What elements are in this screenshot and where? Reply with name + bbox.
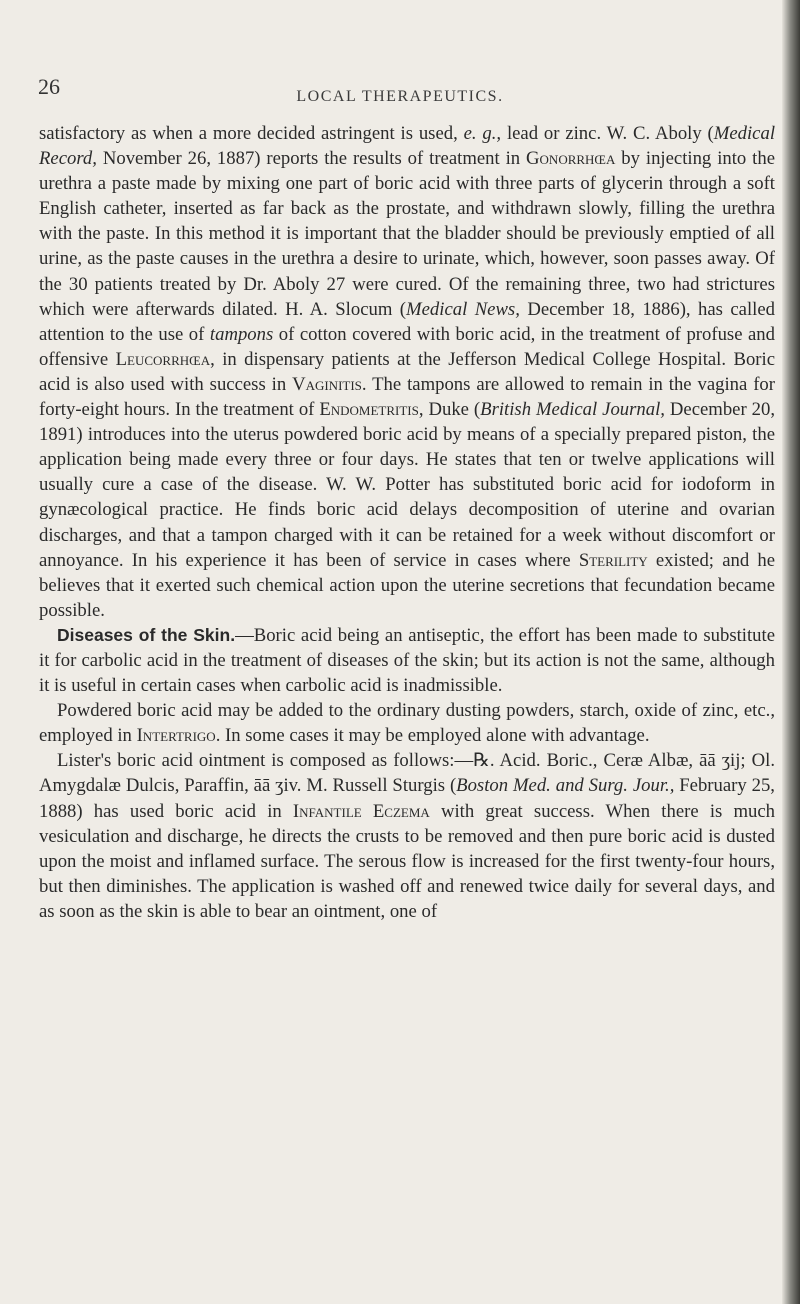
citation-bmj: British Medical Journal, bbox=[480, 399, 665, 421]
body-text bbox=[39, 121, 775, 924]
page-edge-shadow bbox=[782, 0, 800, 1304]
term-tampons: tampons bbox=[209, 323, 274, 345]
paragraph-lister-ointment: Lister's boric acid ointment is composed as follows:—℞. Acid. Boric., Ceræ Albæ, āā ʒij; Ol. Amygdalæ Dulcis, Paraffin, āā ʒiv. M. Russell Sturgis (Boston Med. and Surg. Jour., February 25, 1888) has used boric acid in Infantile Eczema with great success. When there is much vesiculation and discharge, he directs the crusts to be removed and then pure boric acid is dusted upon the moist and inflamed surface. The serous flow is increased for the first twenty-four hours, but then diminishes. The application is washed off and renewed twice daily for several days, and as soon as the skin is able to bear an ointment, one of bbox=[39, 750, 775, 922]
term-leucorrhoea: Leucorrhœa bbox=[115, 348, 211, 370]
running-head: LOCAL THERAPEUTICS. bbox=[296, 88, 504, 105]
citation-medical-news: Medical News, bbox=[406, 298, 520, 320]
term-infantile-eczema: Infantile Eczema bbox=[292, 800, 430, 822]
term-endometritis: Endometritis bbox=[319, 399, 419, 421]
term-sterility: Sterility bbox=[578, 549, 648, 571]
page-number: 26 bbox=[38, 74, 60, 99]
term-intertrigo: Intertrigo bbox=[136, 725, 216, 747]
citation-boston-journal: Boston Med. and Surg. Jour., bbox=[456, 775, 675, 797]
section-heading-skin: Diseases of the Skin. bbox=[57, 624, 236, 645]
paragraph-gonorrhoea: satisfactory as when a more decided astringent is used, e. g., lead or zinc. W. C. Aboly (Medical Record, November 26, 1887) reports the results of treatment in Gonorrhœa by injecting into the urethra a paste made by mixing one part of boric acid with three parts of glycerin through a soft English catheter, inserted as far back as the prostate, and withdrawn slowly, filling the urethra with the paste. In this method it is important that the bladder should be previously emptied of all urine, as the paste causes in the urethra a desire to urinate, which, however, soon passes away. Of the 30 patients treated by Dr. Aboly 27 were cured. Of the remaining three, two had strictures which were afterwards dilated. H. A. Slocum (Medical News, December 18, 1886), has called attention to the use of tampons of cotton covered with boric acid, in the treatment of profuse and offensive Leucorrhœa, in dispensary patients at the Jefferson Medical College Hospital. Boric acid is also used with success in Vaginitis. The tampons are allowed to remain in the vagina for forty-eight hours. In the treatment of Endometritis, Duke (British Medical Journal, December 20, 1891) introduces into the uterus powdered boric acid by means of a specially prepared piston, the application being made every three or four days. He states that ten or twelve applications will usually cure a case of the disease. W. W. Potter has substituted boric acid for iodoform in gynæcological practice. He finds boric acid delays decomposition of uterine and ovarian discharges, and that a tampon charged with it can be retained for a week without discomfort or annoyance. In his experience it has been of service in cases where Sterility existed; and he believes that it exerted such chemical action upon the uterine secretions that fecundation became possible. bbox=[39, 123, 776, 621]
paragraph-skin: Diseases of the Skin.—Boric acid being an antiseptic, the effort has been made to substitute it for carbolic acid in the treatment of diseases of the skin; but its action is not the same, although it is useful in certain cases when carbolic acid is inadmissible. bbox=[39, 624, 775, 697]
paragraph-intertrigo: Powdered boric acid may be added to the ordinary dusting powders, starch, oxide of zinc, etc., employed in Intertrigo. In some cases it may be employed alone with advantage. bbox=[39, 700, 775, 747]
eg-abbrev: e. g., bbox=[463, 123, 502, 144]
term-gonorrhoea: Gonorrhœa bbox=[526, 148, 616, 170]
term-vaginitis: Vaginitis bbox=[292, 373, 362, 395]
citation-medical-record: Medical Record, bbox=[39, 123, 776, 170]
